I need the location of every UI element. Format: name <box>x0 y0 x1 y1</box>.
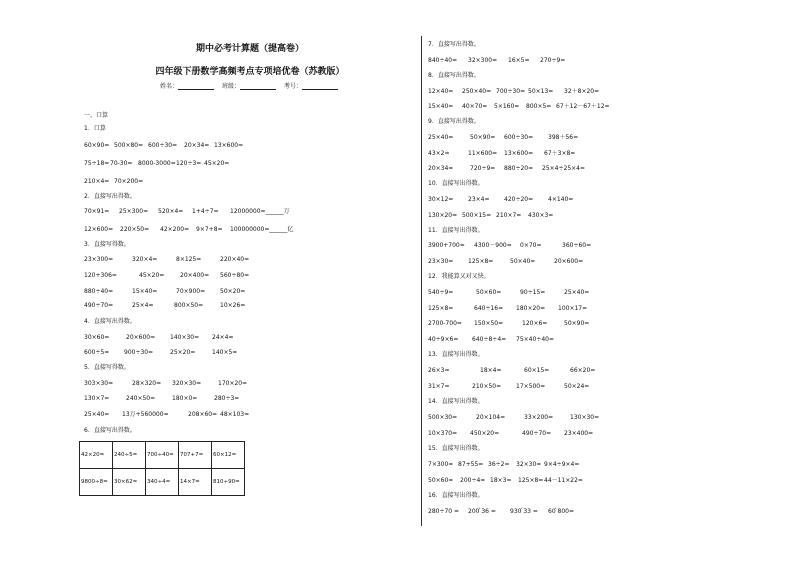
problem-item: 430×3= <box>528 212 554 219</box>
problem-item: 4300－900= <box>474 242 512 249</box>
problem-item: 67＋3×8= <box>544 150 576 157</box>
problem-item: 360÷60= <box>562 242 592 249</box>
exam-label: 考号： <box>283 83 302 90</box>
problem-item: 43×2= <box>428 150 450 157</box>
problem-item: 200 ̀36 = <box>468 508 496 515</box>
problem-item: 60×90= <box>84 142 110 149</box>
table-cell: 30×62= <box>113 469 146 496</box>
problem-item: 20×600= <box>126 334 156 341</box>
problem-item: 208×60= <box>188 411 218 418</box>
problem-item: 1+4÷7= <box>192 208 219 215</box>
problem-item: 31×7= <box>428 383 450 390</box>
problem-item: 9×4÷9×4= <box>544 461 580 468</box>
section-heading: 一、口算 <box>84 112 109 119</box>
problem-item: 12000000=______万 <box>230 208 290 215</box>
problem-item: 24×4= <box>212 334 234 341</box>
problem-item: 125×8= <box>428 305 454 312</box>
section-heading: 8．直接写出得数。 <box>428 72 480 79</box>
problem-item: 50×20= <box>220 288 246 295</box>
problem-item: 25×40= <box>564 289 590 296</box>
problem-item: 210×7= <box>496 212 522 219</box>
problem-item: 23×400= <box>564 430 594 437</box>
problem-item: 30×12= <box>428 196 454 203</box>
problem-item: 180×0= <box>172 395 198 402</box>
problem-item: 17×500= <box>516 383 546 390</box>
problem-item: 50×60= <box>428 477 454 484</box>
table-cell: 707+7= <box>179 442 212 469</box>
problem-item: 26×3= <box>428 367 450 374</box>
problem-item: 42×200= <box>160 226 190 233</box>
problem-item: 180×20= <box>516 305 546 312</box>
table-row <box>80 469 245 496</box>
section-heading: 3．直接写得数。 <box>84 241 130 248</box>
problem-item: 280÷3= <box>214 395 240 402</box>
page-subtitle: 四年级下册数学高频考点专项培优卷（苏教版） <box>155 67 345 77</box>
problem-item: 67＋12－67＋12= <box>556 103 610 110</box>
problem-item: 100000000=______亿 <box>230 226 294 233</box>
problem-item: 640÷8÷4= <box>472 336 507 343</box>
problem-item: 125×8= <box>468 258 494 265</box>
problem-item: 5×160= <box>494 103 520 110</box>
table-cell: 810÷90= <box>212 469 245 496</box>
problem-item: 75÷18= <box>84 160 110 167</box>
section-heading: 2．直接写出得数。 <box>84 193 136 200</box>
problem-item: 10×370= <box>428 430 458 437</box>
problem-item: 48×103= <box>220 411 250 418</box>
problem-item: 87+55= <box>458 461 484 468</box>
table-cell: 340÷4= <box>146 469 179 496</box>
column-divider <box>421 36 422 526</box>
problem-item: 40×70= <box>462 103 488 110</box>
problem-item: 800×5= <box>526 103 552 110</box>
problem-item: 500×30= <box>428 414 458 421</box>
problem-item: 70-30= <box>110 160 133 167</box>
problem-item: 23×30= <box>428 258 454 265</box>
problem-item: 600÷30= <box>148 142 178 149</box>
problem-item: 320×4= <box>132 256 158 263</box>
problem-item: 30×60= <box>84 334 110 341</box>
problem-item: 210×50= <box>472 383 502 390</box>
problem-item: 100×17= <box>558 305 588 312</box>
section-heading: 1．口算 <box>84 125 106 132</box>
problem-item: 120+306= <box>84 272 117 279</box>
problem-item: 20×34= <box>184 142 210 149</box>
section-heading: 6．直接写出得数。 <box>84 427 136 434</box>
problem-item: 270÷9= <box>540 57 566 64</box>
problem-item: 23×300= <box>84 256 114 263</box>
problem-item: 32×30= <box>516 461 542 468</box>
table-cell: 60×12= <box>212 442 245 469</box>
table-cell: 240÷5= <box>113 442 146 469</box>
problem-item: 25×40= <box>428 134 454 141</box>
problem-item: 60×15= <box>524 367 550 374</box>
problem-item: 70×900= <box>176 288 206 295</box>
problem-item: 280÷70 = <box>428 508 460 515</box>
problem-item: 0×70= <box>520 242 542 249</box>
problem-item: 120×6= <box>522 320 548 327</box>
problem-item: 880÷20= <box>504 165 534 172</box>
problem-item: 50×24= <box>564 383 590 390</box>
problem-item: 2700-700= <box>428 320 462 327</box>
problem-item: 18×3= <box>490 477 512 484</box>
problem-item: 520×4= <box>158 208 184 215</box>
problem-item: 600÷30= <box>504 134 534 141</box>
problem-item: 25×300= <box>119 208 149 215</box>
section-heading: 15．直接写出得数。 <box>428 445 484 452</box>
problem-item: 50×60= <box>476 289 502 296</box>
problem-item: 4×140= <box>548 196 574 203</box>
problem-item: 700÷30= <box>496 88 526 95</box>
problem-item: 420÷20= <box>504 196 534 203</box>
problem-item: 23×4= <box>468 196 490 203</box>
problem-item: 16×5= <box>508 57 530 64</box>
problem-item: 303×30= <box>84 380 114 387</box>
problem-item: 560÷80= <box>220 272 250 279</box>
problem-item: 640÷16= <box>474 305 504 312</box>
table-cell: 700÷40= <box>146 442 179 469</box>
table-cell: 14×7= <box>179 469 212 496</box>
problem-item: 150×50= <box>474 320 504 327</box>
problem-item: 11×600= <box>468 150 498 157</box>
section-heading: 4．直接写出得数。 <box>84 318 136 325</box>
problem-item: 32×300= <box>468 57 498 64</box>
problem-item: 490÷70= <box>522 430 552 437</box>
section-heading: 16．直接写出得数。 <box>428 492 484 499</box>
problem-item: 7×300= <box>428 461 454 468</box>
problem-item: 18×4= <box>480 367 502 374</box>
problem-item: 32＋8×20= <box>564 88 600 95</box>
problem-item: 120÷3= <box>176 160 202 167</box>
problem-item: 45×20= <box>204 160 230 167</box>
problem-item: 9×7+8= <box>196 226 223 233</box>
problem-item: 540÷9= <box>428 289 454 296</box>
section-heading: 12．我能算又对又快。 <box>428 273 490 280</box>
problem-item: 28×320= <box>132 380 162 387</box>
problem-item: 50×90= <box>564 320 590 327</box>
problem-item: 250×40= <box>462 88 492 95</box>
problem-item: 10×26= <box>220 302 246 309</box>
problem-item: 50×90= <box>470 134 496 141</box>
problem-item: 320×30= <box>172 380 202 387</box>
problem-item: 75×40÷40= <box>516 336 554 343</box>
problem-item: 3900+700= <box>428 242 465 249</box>
problem-item: 44－11×22= <box>544 477 583 484</box>
problem-item: 130×30= <box>570 414 600 421</box>
problem-item: 13×600= <box>214 142 244 149</box>
section-heading: 11．直接写出得数。 <box>428 227 484 234</box>
problem-item: 800×50= <box>174 302 204 309</box>
problem-item: 140×30= <box>170 334 200 341</box>
problem-item: 490÷70= <box>84 302 114 309</box>
problem-item: 40÷9×6= <box>428 336 459 343</box>
problem-item: 220×50= <box>120 226 150 233</box>
problem-item: 12×600= <box>84 226 114 233</box>
problem-item: 140×5= <box>212 349 238 356</box>
problem-item: 70×91= <box>84 208 110 215</box>
problem-item: 880÷40= <box>84 288 114 295</box>
class-field[interactable] <box>240 83 276 90</box>
problem-item: 20×400= <box>180 272 210 279</box>
problem-item: 8000-3000= <box>138 160 176 167</box>
problem-item: 20×104= <box>476 414 506 421</box>
problem-item: 70×200= <box>114 178 144 185</box>
problem-item: 840÷40= <box>428 57 458 64</box>
problem-6-table <box>79 441 245 496</box>
problem-item: 45×20= <box>139 272 165 279</box>
problem-item: 36÷2= <box>488 461 510 468</box>
problem-item: 60 ̀800= <box>548 508 575 515</box>
table-cell: 42×20= <box>80 442 113 469</box>
name-field[interactable] <box>178 83 214 90</box>
problem-item: 125×8= <box>518 477 544 484</box>
problem-item: 900÷30= <box>124 349 154 356</box>
section-heading: 7．直接写出得数。 <box>428 41 480 48</box>
problem-item: 15×40= <box>132 288 158 295</box>
problem-item: 25×4÷25×4= <box>542 165 586 172</box>
problem-item: 210×4= <box>84 178 110 185</box>
problem-item: 930 ̀33 = <box>510 508 538 515</box>
problem-item: 130×20= <box>428 212 458 219</box>
problem-item: 600÷5= <box>84 349 110 356</box>
problem-item: 500×80= <box>114 142 144 149</box>
section-heading: 9．直接写出得数。 <box>428 118 480 125</box>
exam-field[interactable] <box>302 83 338 90</box>
section-heading: 13．直接写出得数。 <box>428 351 484 358</box>
problem-item: 8×125= <box>176 256 202 263</box>
problem-item: 398＋56= <box>548 134 579 141</box>
problem-item: 500×15= <box>462 212 492 219</box>
section-heading: 10．直接写出得数。 <box>428 180 484 187</box>
problem-item: 720÷9= <box>470 165 496 172</box>
problem-item: 15×40= <box>428 103 454 110</box>
problem-item: 450×20= <box>470 430 500 437</box>
problem-item: 13×600= <box>504 150 534 157</box>
problem-item: 90÷15= <box>520 289 546 296</box>
problem-item: 25×20= <box>170 349 196 356</box>
problem-item: 66×20= <box>570 367 596 374</box>
problem-item: 240×50= <box>126 395 156 402</box>
problem-item: 130×7= <box>84 395 110 402</box>
problem-item: 220×40= <box>220 256 250 263</box>
problem-item: 20×34= <box>428 165 454 172</box>
section-heading: 5．直接写得数。 <box>84 364 130 371</box>
problem-item: 20×600= <box>554 258 584 265</box>
table-row <box>80 442 245 469</box>
problem-item: 13万+560000= <box>122 411 169 418</box>
table-cell: 9800÷8= <box>80 469 113 496</box>
page-title: 期中必考计算题（提高卷） <box>195 44 304 54</box>
class-label: 班级： <box>221 83 240 90</box>
problem-item: 12×40= <box>428 88 454 95</box>
problem-item: 25×40= <box>84 411 110 418</box>
problem-item: 25×4= <box>132 302 154 309</box>
problem-item: 50×13= <box>528 88 554 95</box>
name-label: 姓名： <box>160 83 179 90</box>
student-info-line <box>160 81 344 90</box>
problem-item: 33×200= <box>524 414 554 421</box>
section-heading: 14．直接写出得数。 <box>428 398 484 405</box>
problem-item: 50×40= <box>510 258 536 265</box>
problem-item: 170×20= <box>218 380 248 387</box>
problem-item: 200÷4= <box>460 477 486 484</box>
